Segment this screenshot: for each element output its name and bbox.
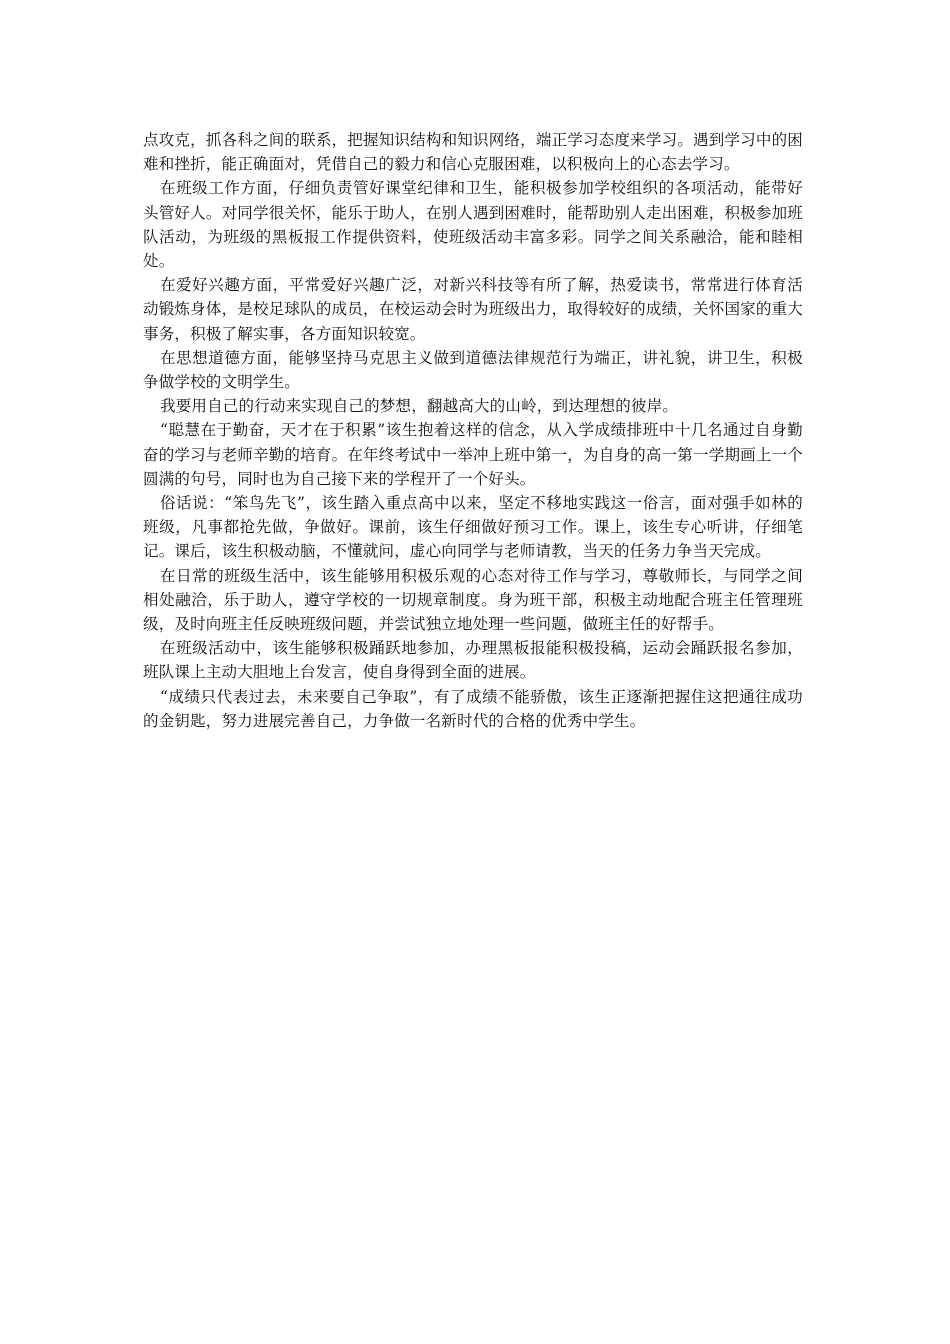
paragraph-daily-class-life: 在日常的班级生活中，该生能够用积极乐观的心态对待工作与学习，尊敬师长，与同学之间相处融洽，乐于助人，遵守学校的一切规章制度。身为班干部，积极主动地配合班主任管理班级，及时向班主任反映班级问题，并尝试独立地处理一些问题，做班主任的好帮手。 (143, 566, 803, 634)
paragraph-diligence: “聪慧在于勤奋，天才在于积累”该生抱着这样的信念，从入学成绩排班中十几名通过自身勤奋的学习与老师辛勤的培育。在年终考试中一举冲上班中第一，为自身的高一第一学期画上一个圆满的句号，同时也为自己接下来的学程开了一个好头。 (143, 421, 803, 488)
paragraph-dream: 我要用自己的行动来实现自己的梦想，翻越高大的山岭，到达理想的彼岸。 (160, 397, 679, 416)
paragraph-class-work: 在班级工作方面，仔细负责管好课堂纪律和卫生，能积极参加学校组织的各项活动，能带好头管好人。对同学很关怀，能乐于助人，在别人遇到困难时，能帮助别人走出困难，积极参加班队活动，为班级的黑板报工作提供资料，使班级活动丰富多彩。同学之间关系融洽，能和睦相处。 (143, 179, 803, 271)
paragraph-future: “成绩只代表过去，未来要自己争取”，有了成绩不能骄傲，该生正逐渐把握住这把通往成功的金钥匙，努力进展完善自己，力争做一名新时代的合格的优秀中学生。 (143, 687, 803, 730)
paragraph-ideology-morality: 在思想道德方面，能够坚持马克思主义做到道德法律规范行为端正，讲礼貌，讲卫生，积极争做学校的文明学生。 (143, 348, 803, 392)
paragraph-study-continued: 点攻克，抓各科之间的联系，把握知识结构和知识网络，端正学习态度来学习。遇到学习中的困难和挫折，能正确面对，凭借自己的毅力和信心克服困难，以积极向上的心态去学习。 (143, 131, 803, 174)
paragraph-early-bird: 俗话说：“笨鸟先飞”，该生踏入重点高中以来，坚定不移地实践这一俗言，面对强手如林的班级，凡事都抢先做，争做好。课前，该生仔细做好预习工作。课上，该生专心听讲，仔细笔记。课后，该生积极动脑，不懂就问，虚心向同学与老师请教，当天的任务力争当天完成。 (143, 494, 803, 561)
document-body (143, 128, 803, 733)
paragraph-class-activities: 在班级活动中，该生能够积极踊跃地参加，办理黑板报能积极投稿，运动会踊跃报名参加，班队课上主动大胆地上台发言，使自身得到全面的进展。 (143, 639, 803, 682)
paragraph-hobbies: 在爱好兴趣方面，平常爱好兴趣广泛，对新兴科技等有所了解，热爱读书，常常进行体育活动锻炼身体，是校足球队的成员，在校运动会时为班级出力，取得较好的成绩，关怀国家的重大事务，积极了解实事，各方面知识较宽。 (143, 276, 803, 343)
